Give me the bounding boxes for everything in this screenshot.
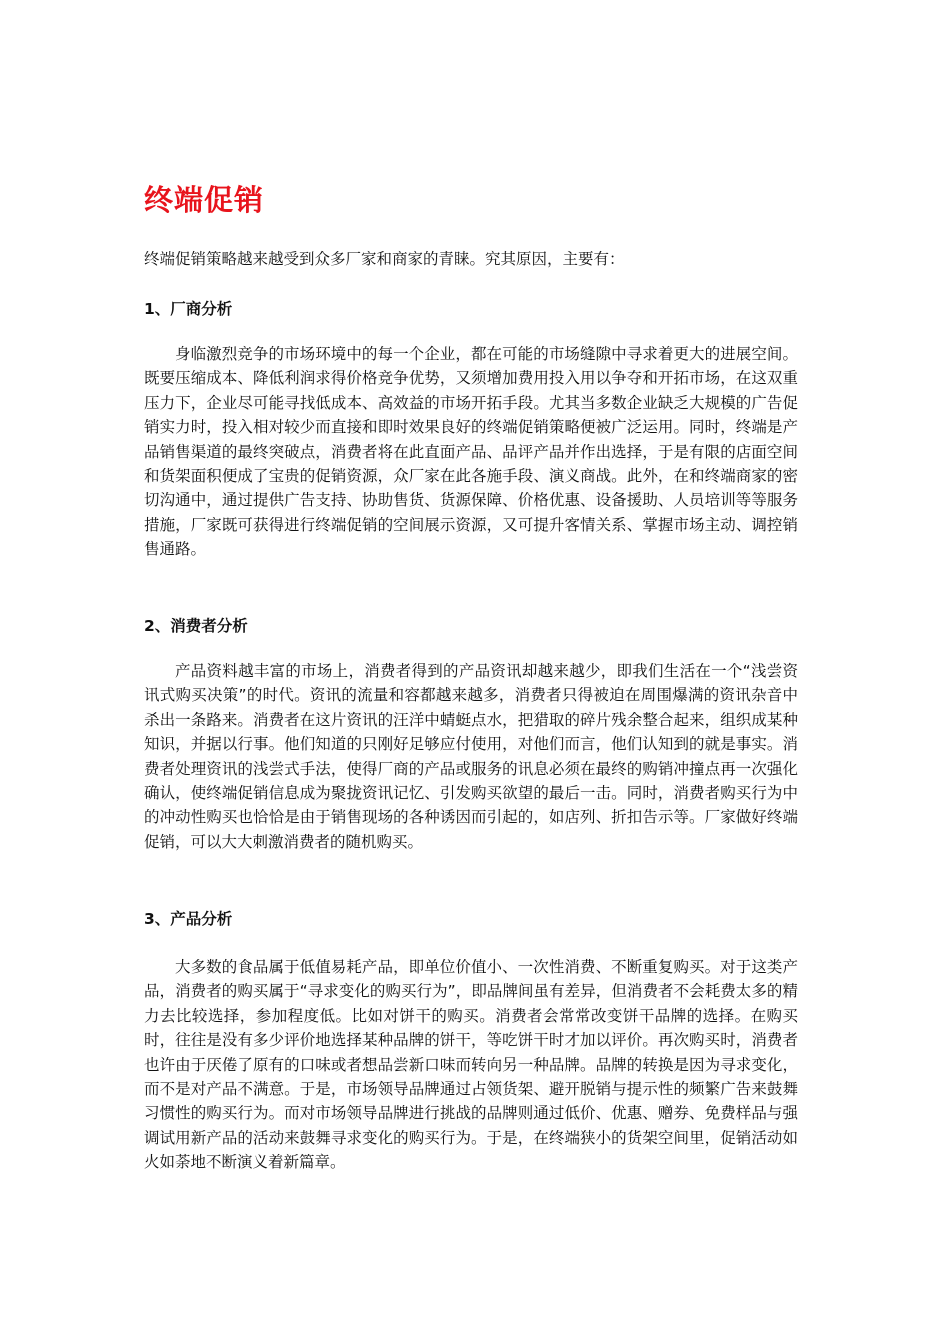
- intro-paragraph: 终端促销策略越来越受到众多厂家和商家的青睐。究其原因，主要有：: [144, 250, 625, 268]
- section-heading-product: 3、产品分析: [144, 910, 233, 928]
- section-paragraph-consumer: 产品资料越丰富的市场上，消费者得到的产品资讯却越来越少，即我们生活在一个“浅尝资讯式购买决策”的时代。资讯的流量和容都越来越多，消费者只得被迫在周围爆满的资讯杂音中杀出一条路来。消费者在这片资讯的汪洋中蜻蜓点水，把猎取的碎片残余整合起来，组织成某种知识，并据以行事。他们知道的只刚好足够应付使用，对他们而言，他们认知到的就是事实。消费者处理资讯的浅尝式手法，使得厂商的产品或服务的讯息必须在最终的购销冲撞点再一次强化确认，使终端促销信息成为聚拢资讯记忆、引发购买欲望的最后一击。同时，消费者购买行为中的冲动性购买也恰恰是由于销售现场的各种诱因而引起的，如店列、折扣告示等。厂家做好终端促销，可以大大刺激消费者的随机购买。: [144, 662, 798, 851]
- section-heading-consumer: 2、消费者分析: [144, 617, 248, 635]
- section-paragraph-manufacturer: 身临激烈竞争的市场环境中的每一个企业，都在可能的市场缝隙中寻求着更大的进展空间。既要压缩成本、降低利润求得价格竞争优势，又须增加费用投入用以争夺和开拓市场，在这双重压力下，企业尽可能寻找低成本、高效益的市场开拓手段。尤其当多数企业缺乏大规模的广告促销实力时，投入相对较少而直接和即时效果良好的终端促销策略便被广泛运用。同时，终端是产品销售渠道的最终突破点，消费者将在此直面产品、品评产品并作出选择，于是有限的店面空间和货架面积便成了宝贵的促销资源，众厂家在此各施手段、演义商战。此外，在和终端商家的密切沟通中，通过提供广告支持、协助售货、货源保障、价格优惠、设备援助、人员培训等等服务措施，厂家既可获得进行终端促销的空间展示资源，又可提升客情关系、掌握市场主动、调控销售通路。: [144, 345, 798, 559]
- section-paragraph-product: 大多数的食品属于低值易耗产品，即单位价值小、一次性消费、不断重复购买。对于这类产品，消费者的购买属于“寻求变化的购买行为”，即品牌间虽有差异，但消费者不会耗费太多的精力去比较选择，参加程度低。比如对饼干的购买。消费者会常常改变饼干品牌的选择。在购买时，往往是没有多少评价地选择某种品牌的饼干，等吃饼干时才加以评价。再次购买时，消费者也许由于厌倦了原有的口味或者想品尝新口味而转向另一种品牌。品牌的转换是因为寻求变化，而不是对产品不满意。于是，市场领导品牌通过占领货架、避开脱销与提示性的频繁广告来鼓舞习惯性的购买行为。而对市场领导品牌进行挑战的品牌则通过低价、优惠、赠券、免费样品与强调试用新产品的活动来鼓舞寻求变化的购买行为。于是，在终端狭小的货架空间里，促销活动如火如荼地不断演义着新篇章。: [144, 958, 798, 1172]
- section-heading-manufacturer: 1、厂商分析: [144, 300, 233, 318]
- document-title: 终端促销: [144, 183, 265, 217]
